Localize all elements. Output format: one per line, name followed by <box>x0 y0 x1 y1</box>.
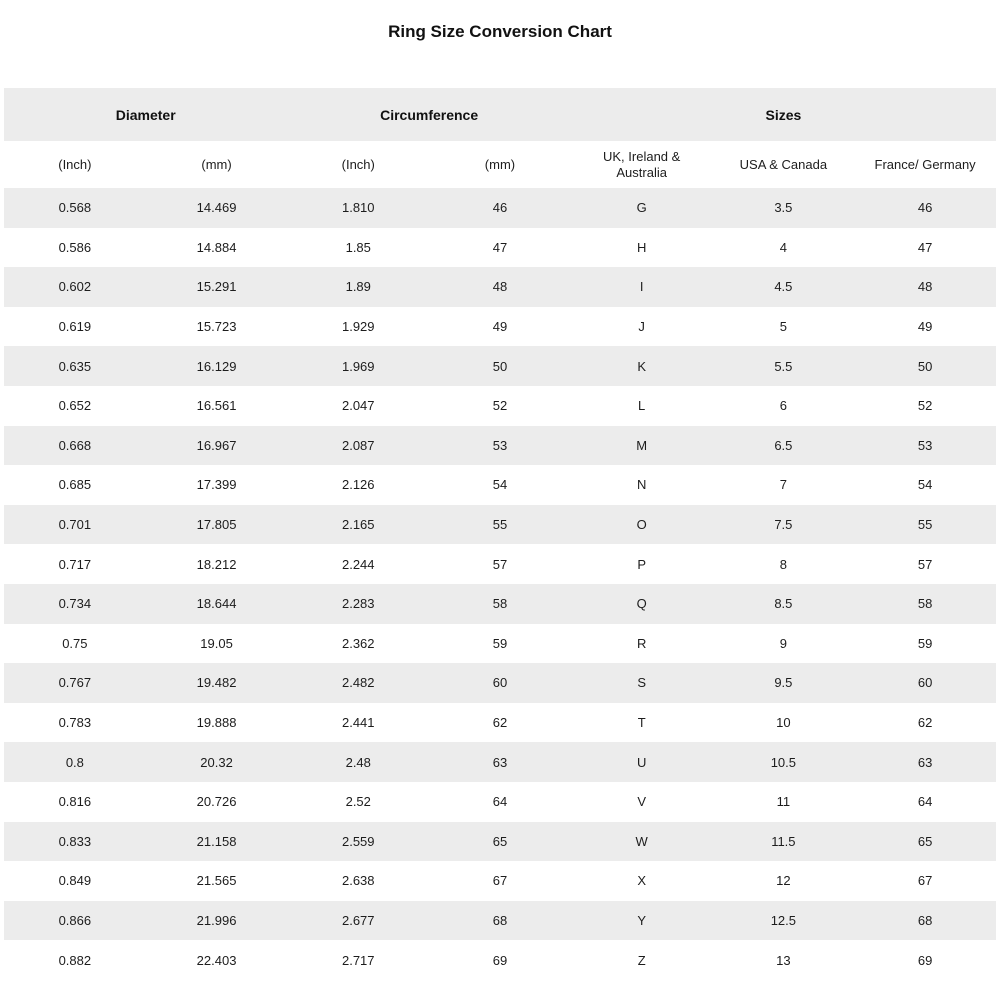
table-cell: 0.586 <box>58 239 92 255</box>
page-title: Ring Size Conversion Chart <box>388 22 612 41</box>
table-cell: 9.5 <box>774 675 793 691</box>
table-cell: 63 <box>492 754 508 770</box>
table-cell: 54 <box>492 477 508 493</box>
table-cell: 2.126 <box>341 477 375 493</box>
table-cell: 22.403 <box>196 952 237 968</box>
column-header-inch: (Inch) <box>4 141 146 188</box>
table-cell: J <box>638 319 645 335</box>
table-cell: 64 <box>917 794 933 810</box>
table-cell: 0.816 <box>58 794 92 810</box>
table-cell: 62 <box>917 715 933 731</box>
table-cell: 15.723 <box>196 319 237 335</box>
table-cell: X <box>637 873 646 889</box>
table-cell: 18.644 <box>196 596 237 612</box>
table-cell: 0.701 <box>58 517 92 533</box>
table-cell: 0.8 <box>65 754 84 770</box>
table-cell: 69 <box>492 952 508 968</box>
table-cell: 2.559 <box>341 833 375 849</box>
table-cell: 1.810 <box>341 200 375 216</box>
table-cell: 3.5 <box>774 200 793 216</box>
table-cell: 1.85 <box>345 239 371 255</box>
table-cell: 15.291 <box>196 279 237 295</box>
table-cell: 0.734 <box>58 596 92 612</box>
table-cell: 50 <box>492 358 508 374</box>
table-cell: 48 <box>492 279 508 295</box>
table-cell: U <box>636 754 647 770</box>
table-row <box>4 188 996 228</box>
table-cell: 60 <box>917 675 933 691</box>
table-row <box>4 861 996 901</box>
table-cell: 52 <box>492 398 508 414</box>
table-row <box>4 505 996 545</box>
table-cell: 0.833 <box>58 833 92 849</box>
table-cell: 54 <box>917 477 933 493</box>
table-cell: 58 <box>917 596 933 612</box>
table-cell: L <box>638 398 646 414</box>
table-cell: 7.5 <box>774 517 793 533</box>
table-row <box>4 822 996 862</box>
table-cell: 16.967 <box>196 437 237 453</box>
table-cell: T <box>637 715 646 731</box>
table-cell: Z <box>637 952 646 968</box>
table-row <box>4 267 996 307</box>
table-cell: 5 <box>779 319 787 335</box>
table-cell: G <box>636 200 647 216</box>
table-cell: 63 <box>917 754 933 770</box>
table-row <box>4 624 996 664</box>
table-cell: 0.568 <box>58 200 92 216</box>
table-cell: 2.087 <box>341 437 375 453</box>
table-row <box>4 307 996 347</box>
table-cell: 69 <box>917 952 933 968</box>
table-cell: 10 <box>776 715 791 731</box>
table-cell: 55 <box>917 517 933 533</box>
table-cell: K <box>637 358 646 374</box>
table-cell: 53 <box>917 437 933 453</box>
table-cell: 47 <box>917 239 933 255</box>
table-cell: 52 <box>917 398 933 414</box>
table-row <box>4 386 996 426</box>
table-cell: O <box>636 517 647 533</box>
table-cell: 2.441 <box>341 715 375 731</box>
table-cell: 57 <box>492 556 508 572</box>
table-cell: 57 <box>917 556 933 572</box>
table-cell: 2.48 <box>345 754 371 770</box>
group-header-circumference: Circumference <box>287 88 570 141</box>
table-cell: 19.05 <box>200 635 233 651</box>
table-cell: 19.888 <box>196 715 237 731</box>
table-row <box>4 663 996 703</box>
table-cell: 1.969 <box>341 358 375 374</box>
column-header-mm: (mm) <box>146 141 288 188</box>
table-cell: 64 <box>492 794 508 810</box>
table-cell: 1.89 <box>345 279 371 295</box>
table-cell: 67 <box>917 873 933 889</box>
table-cell: 17.805 <box>196 517 237 533</box>
column-header-row <box>4 141 996 188</box>
group-header-sizes: Sizes <box>571 88 996 141</box>
table-cell: 53 <box>492 437 508 453</box>
table-cell: 16.561 <box>196 398 237 414</box>
table-cell: 65 <box>492 833 508 849</box>
table-cell: 2.047 <box>341 398 375 414</box>
table-row <box>4 346 996 386</box>
table-row <box>4 901 996 941</box>
table-cell: 0.619 <box>58 319 92 335</box>
table-cell: 12 <box>776 873 791 889</box>
table-cell: 11 <box>776 794 791 810</box>
table-cell: 4.5 <box>774 279 793 295</box>
table-cell: 10.5 <box>770 754 797 770</box>
column-header-uk-ireland-australia: UK, Ireland & Australia <box>571 141 713 188</box>
table-cell: 0.635 <box>58 358 92 374</box>
table-cell: 1.929 <box>341 319 375 335</box>
group-header-row <box>4 88 996 141</box>
table-cell: 68 <box>492 912 508 928</box>
column-header-france-germany: France/ Germany <box>854 141 996 188</box>
table-cell: 12.5 <box>770 912 797 928</box>
table-cell: 20.726 <box>196 794 237 810</box>
table-cell: 7 <box>779 477 787 493</box>
column-header-mm: (mm) <box>429 141 571 188</box>
table-cell: 5.5 <box>774 358 793 374</box>
table-cell: 2.717 <box>341 952 375 968</box>
column-header-inch: (Inch) <box>287 141 429 188</box>
table-row <box>4 426 996 466</box>
table-cell: 0.668 <box>58 437 92 453</box>
table-cell: 49 <box>492 319 508 335</box>
table-cell: 46 <box>917 200 933 216</box>
table-row <box>4 465 996 505</box>
table-cell: W <box>635 833 648 849</box>
table-cell: P <box>637 556 646 572</box>
table-cell: 0.717 <box>58 556 92 572</box>
table-cell: 4 <box>779 239 787 255</box>
table-row <box>4 742 996 782</box>
table-cell: R <box>636 635 647 651</box>
table-cell: 2.283 <box>341 596 375 612</box>
table-cell: 62 <box>492 715 508 731</box>
table-cell: 0.602 <box>58 279 92 295</box>
table-cell: V <box>637 794 646 810</box>
table-body <box>4 188 996 980</box>
table-cell: 0.783 <box>58 715 92 731</box>
table-cell: 68 <box>917 912 933 928</box>
table-cell: 0.849 <box>58 873 92 889</box>
table-cell: 2.165 <box>341 517 375 533</box>
table-cell: 14.469 <box>196 200 237 216</box>
table-row <box>4 782 996 822</box>
table-cell: 17.399 <box>196 477 237 493</box>
table-cell: 59 <box>492 635 508 651</box>
table-cell: 19.482 <box>196 675 237 691</box>
table-cell: 0.866 <box>58 912 92 928</box>
table-row <box>4 940 996 980</box>
table-cell: N <box>636 477 647 493</box>
table-cell: 59 <box>917 635 933 651</box>
table-cell: 13 <box>776 952 791 968</box>
table-cell: 8.5 <box>774 596 793 612</box>
table-cell: 11.5 <box>771 833 796 849</box>
table-cell: 20.32 <box>200 754 233 770</box>
table-cell: M <box>636 437 648 453</box>
table-cell: 50 <box>917 358 933 374</box>
table-cell: 8 <box>779 556 787 572</box>
table-cell: 2.677 <box>341 912 375 928</box>
table-cell: 2.482 <box>341 675 375 691</box>
table-cell: 65 <box>917 833 933 849</box>
column-header-usa-canada: USA & Canada <box>713 141 855 188</box>
table-cell: 49 <box>917 319 933 335</box>
table-cell: Y <box>637 912 646 928</box>
table-row <box>4 228 996 268</box>
table-cell: 6.5 <box>774 437 793 453</box>
table-cell: 58 <box>492 596 508 612</box>
table-row <box>4 703 996 743</box>
table-cell: 14.884 <box>196 239 237 255</box>
table-cell: 0.882 <box>58 952 92 968</box>
table-cell: H <box>636 239 647 255</box>
table-cell: Q <box>636 596 647 612</box>
table-cell: 21.996 <box>196 912 237 928</box>
table-cell: 48 <box>917 279 933 295</box>
table-cell: 9 <box>779 635 787 651</box>
table-cell: 47 <box>492 239 508 255</box>
table-cell: 2.244 <box>341 556 375 572</box>
table-cell: 21.158 <box>196 833 237 849</box>
table-cell: 60 <box>492 675 508 691</box>
table-cell: 67 <box>492 873 508 889</box>
table-cell: S <box>637 675 646 691</box>
group-header-diameter: Diameter <box>4 88 287 141</box>
table-cell: 2.362 <box>341 635 375 651</box>
table-cell: 0.75 <box>62 635 88 651</box>
table-cell: I <box>639 279 644 295</box>
table-header <box>4 88 996 188</box>
table-cell: 0.767 <box>58 675 92 691</box>
table-cell: 18.212 <box>196 556 237 572</box>
table-cell: 0.685 <box>58 477 92 493</box>
table-cell: 2.638 <box>341 873 375 889</box>
table-row <box>4 544 996 584</box>
ring-size-conversion-table <box>4 88 996 980</box>
table-cell: 6 <box>779 398 787 414</box>
table-cell: 55 <box>492 517 508 533</box>
table-cell: 0.652 <box>58 398 92 414</box>
table-cell: 46 <box>492 200 508 216</box>
table-cell: 2.52 <box>345 794 371 810</box>
table-cell: 16.129 <box>196 358 237 374</box>
table-cell: 21.565 <box>196 873 237 889</box>
table-row <box>4 584 996 624</box>
